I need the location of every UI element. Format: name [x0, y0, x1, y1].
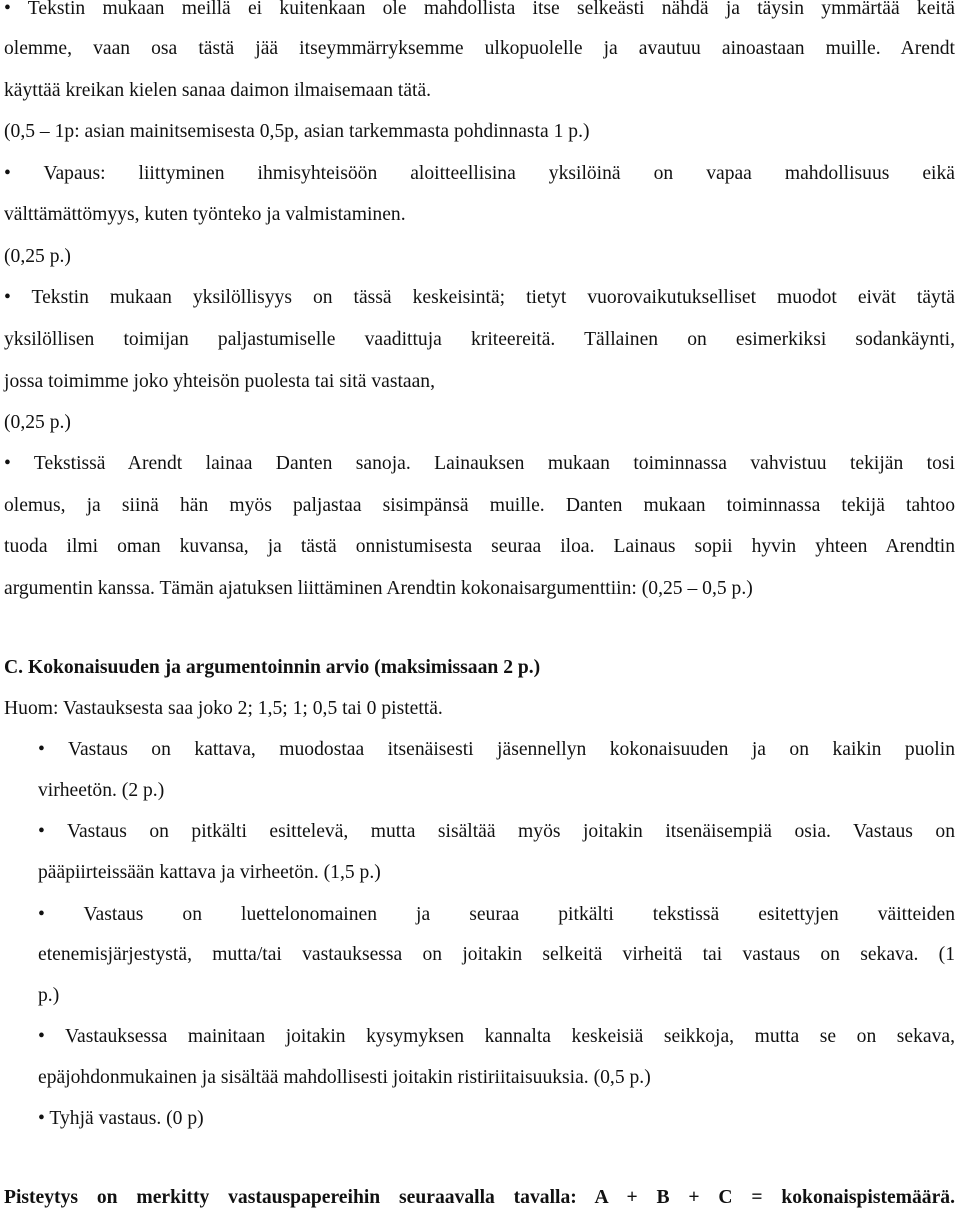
text-line: käyttää kreikan kielen sanaa daimon ilmaisemaan tätä. [4, 80, 432, 101]
criterion-line: pääpiirteissään kattava ja virheetön. (1,5 p.) [38, 862, 381, 883]
text-line: • Tekstin mukaan yksilöllisyys on tässä keskeisintä; tietyt vuorovaikutukselliset muodot eivät täytä [4, 287, 955, 308]
criterion-line: virheetön. (2 p.) [38, 780, 165, 801]
section-c-note: Huom: Vastauksesta saa joko 2; 1,5; 1; 0,5 tai 0 pistettä. [4, 698, 443, 719]
text-line: yksilöllisen toimijan paljastumiselle vaadittuja kriteereitä. Tällainen on esimerkiksi sodankäynti, [4, 329, 955, 350]
criterion-line: epäjohdonmukainen ja sisältää mahdollisesti joitakin ristiriitaisuuksia. (0,5 p.) [38, 1067, 651, 1088]
text-line: olemme, vaan osa tästä jää itseymmärryksemme ulkopuolelle ja avautuu ainoastaan muille. Arendt [4, 38, 955, 59]
text-line: jossa toimimme joko yhteisön puolesta tai sitä vastaan, [4, 371, 435, 392]
score-line: (0,5 – 1p: asian mainitsemisesta 0,5p, asian tarkemmasta pohdinnasta 1 p.) [4, 121, 590, 142]
text-line: • Vapaus: liittyminen ihmisyhteisöön aloitteellisina yksilöinä on vapaa mahdollisuus eikä [4, 163, 955, 184]
text-line: argumentin kanssa. Tämän ajatuksen liittäminen Arendtin kokonaisargumenttiin: (0,25 – 0,5 p.) [4, 578, 753, 599]
scoring-instruction: Pisteytys on merkitty vastauspapereihin seuraavalla tavalla: A + B + C = kokonaispistemäärä. [4, 1187, 955, 1208]
text-line: tuoda ilmi oman kuvansa, ja tästä onnistumisesta seuraa iloa. Lainaus sopii hyvin yhteen Arendtin [4, 536, 955, 557]
criterion-line: • Vastaus on pitkälti esittelevä, mutta sisältää myös joitakin itsenäisempiä osia. Vastaus on [38, 821, 955, 842]
criterion-line: • Vastaus on kattava, muodostaa itsenäisesti jäsennellyn kokonaisuuden ja on kaikin puolin [38, 739, 955, 760]
text-line: olemus, ja siinä hän myös paljastaa sisimpänsä muille. Danten mukaan toiminnassa tekijä tahtoo [4, 495, 955, 516]
text-line: • Tekstin mukaan meillä ei kuitenkaan ole mahdollista itse selkeästi nähdä ja täysin ymmärtää keitä [4, 0, 955, 19]
criterion-line: • Vastauksessa mainitaan joitakin kysymyksen kannalta keskeisiä seikkoja, mutta se on sekava, [38, 1026, 955, 1047]
criterion-line: p.) [38, 985, 60, 1006]
score-line: (0,25 p.) [4, 246, 71, 267]
section-c-heading: C. Kokonaisuuden ja argumentoinnin arvio (maksimissaan 2 p.) [4, 657, 541, 678]
text-line: välttämättömyys, kuten työnteko ja valmistaminen. [4, 204, 406, 225]
criterion-line: etenemisjärjestystä, mutta/tai vastauksessa on joitakin selkeitä virheitä tai vastaus on sekava. (1 [38, 944, 955, 965]
criterion-line: • Vastaus on luettelonomainen ja seuraa pitkälti tekstissä esitettyjen väitteiden [38, 904, 955, 925]
text-line: • Tekstissä Arendt lainaa Danten sanoja. Lainauksen mukaan toiminnassa vahvistuu tekijän tosi [4, 453, 955, 474]
score-line: (0,25 p.) [4, 412, 71, 433]
criterion-line: • Tyhjä vastaus. (0 p) [38, 1108, 204, 1129]
